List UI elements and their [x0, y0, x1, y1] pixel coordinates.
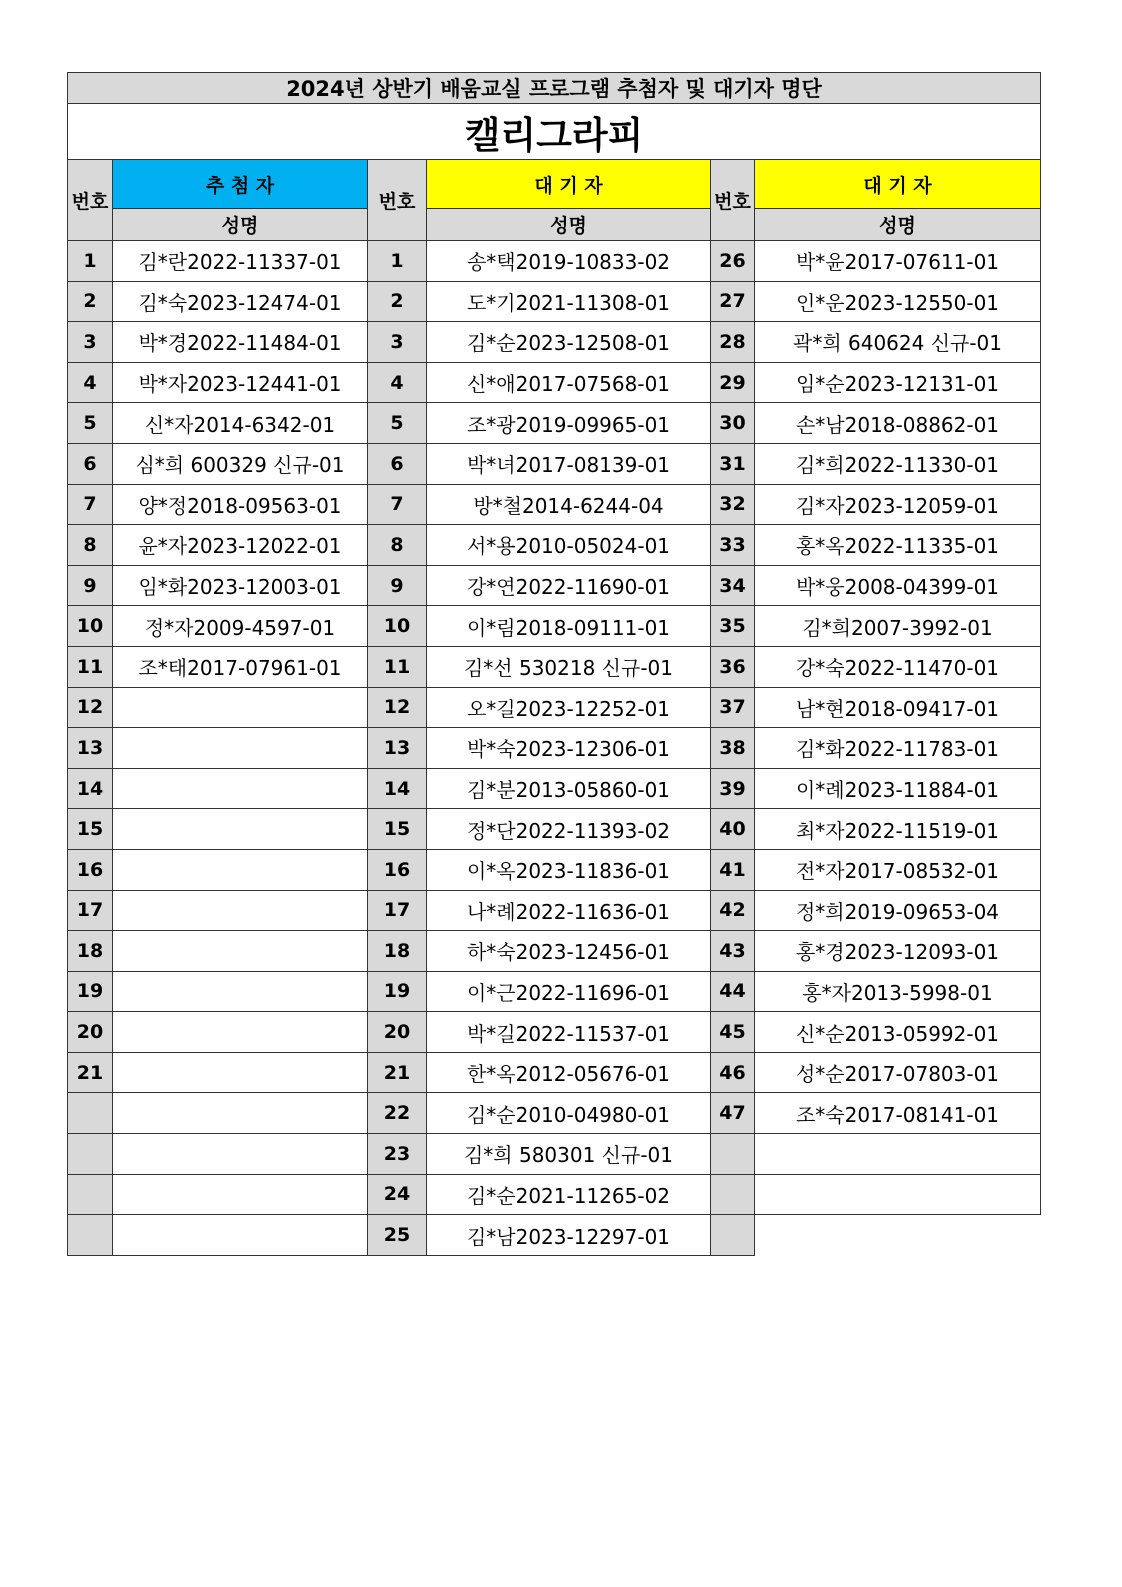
waitlist-b-number-cell	[711, 1215, 755, 1256]
waitlist-b-name-cell: 김*화2022-11783-01	[755, 728, 1041, 769]
waitlist-a-number-cell: 2	[368, 281, 427, 322]
waitlist-b-name-cell: 강*숙2022-11470-01	[755, 646, 1041, 687]
winner-name-cell	[113, 1052, 368, 1093]
waitlist-a-name-cell: 김*희 580301 신규-01	[427, 1134, 711, 1175]
waitlist-b-name-cell: 김*희2007-3992-01	[755, 606, 1041, 647]
winner-number-cell	[68, 1134, 113, 1175]
winner-number-header: 번호	[68, 160, 113, 241]
waitlist-b-number-cell: 30	[711, 403, 755, 444]
waitlist-a-header: 대 기 자	[427, 160, 711, 209]
roster-body	[68, 241, 1041, 1256]
waitlist-a-number-cell: 17	[368, 890, 427, 931]
waitlist-b-number-cell: 41	[711, 849, 755, 890]
winner-number-cell: 11	[68, 646, 113, 687]
table-row	[68, 931, 1041, 972]
program-row	[68, 104, 1041, 160]
table-row	[68, 241, 1041, 282]
table-row	[68, 809, 1041, 850]
waitlist-a-number-cell: 23	[368, 1134, 427, 1175]
waitlist-a-name-cell: 정*단2022-11393-02	[427, 809, 711, 850]
table-row	[68, 646, 1041, 687]
winner-number-cell: 13	[68, 728, 113, 769]
waitlist-b-number-cell: 39	[711, 768, 755, 809]
waitlist-b-number-cell	[711, 1134, 755, 1175]
title-row	[68, 73, 1041, 104]
waitlist-a-name-cell: 신*애2017-07568-01	[427, 362, 711, 403]
waitlist-a-name-cell: 나*례2022-11636-01	[427, 890, 711, 931]
winner-number-cell: 3	[68, 322, 113, 363]
winner-name-cell	[113, 809, 368, 850]
table-row	[68, 403, 1041, 444]
table-row	[68, 971, 1041, 1012]
winner-number-cell: 9	[68, 565, 113, 606]
waitlist-b-number-cell: 26	[711, 241, 755, 282]
waitlist-b-number-cell: 34	[711, 565, 755, 606]
waitlist-a-name-cell: 강*연2022-11690-01	[427, 565, 711, 606]
table-row	[68, 322, 1041, 363]
waitlist-b-name-cell: 전*자2017-08532-01	[755, 849, 1041, 890]
waitlist-b-number-cell: 37	[711, 687, 755, 728]
winner-name-cell	[113, 1093, 368, 1134]
winner-name-cell: 윤*자2023-12022-01	[113, 525, 368, 566]
waitlist-a-number-cell: 9	[368, 565, 427, 606]
waitlist-b-name-cell: 손*남2018-08862-01	[755, 403, 1041, 444]
table-row	[68, 1052, 1041, 1093]
waitlist-a-name-cell: 박*녀2017-08139-01	[427, 443, 711, 484]
waitlist-a-name-cell: 김*순2023-12508-01	[427, 322, 711, 363]
waitlist-b-name-cell: 박*웅2008-04399-01	[755, 565, 1041, 606]
winner-name-cell	[113, 1215, 368, 1256]
table-row	[68, 728, 1041, 769]
waitlist-a-name-cell: 하*숙2023-12456-01	[427, 931, 711, 972]
winner-number-cell	[68, 1093, 113, 1134]
winner-number-cell: 19	[68, 971, 113, 1012]
waitlist-b-number-cell: 45	[711, 1012, 755, 1053]
table-row	[68, 1134, 1041, 1175]
winner-number-cell: 1	[68, 241, 113, 282]
waitlist-a-number-cell: 6	[368, 443, 427, 484]
waitlist-b-name-cell: 성*순2017-07803-01	[755, 1052, 1041, 1093]
winner-name-cell: 박*자2023-12441-01	[113, 362, 368, 403]
winner-number-cell: 21	[68, 1052, 113, 1093]
waitlist-a-name-cell: 김*분2013-05860-01	[427, 768, 711, 809]
winner-number-cell: 15	[68, 809, 113, 850]
waitlist-a-number-cell: 5	[368, 403, 427, 444]
waitlist-b-number-cell: 32	[711, 484, 755, 525]
waitlist-b-number-cell: 27	[711, 281, 755, 322]
waitlist-a-name-cell: 조*광2019-09965-01	[427, 403, 711, 444]
table-row	[68, 606, 1041, 647]
waitlist-a-name-cell: 박*숙2023-12306-01	[427, 728, 711, 769]
waitlist-b-name-cell	[755, 1174, 1041, 1215]
waitlist-a-name-cell: 방*철2014-6244-04	[427, 484, 711, 525]
waitlist-a-number-cell: 12	[368, 687, 427, 728]
table-row	[68, 484, 1041, 525]
waitlist-a-number-cell: 25	[368, 1215, 427, 1256]
waitlist-b-name-cell: 곽*희 640624 신규-01	[755, 322, 1041, 363]
waitlist-b-name-cell: 홍*경2023-12093-01	[755, 931, 1041, 972]
waitlist-a-name-cell: 김*순2010-04980-01	[427, 1093, 711, 1134]
winner-name-cell: 임*화2023-12003-01	[113, 565, 368, 606]
roster-table	[67, 72, 1041, 1256]
winner-name-cell: 김*숙2023-12474-01	[113, 281, 368, 322]
winner-name-cell: 박*경2022-11484-01	[113, 322, 368, 363]
waitlist-b-number-cell: 44	[711, 971, 755, 1012]
waitlist-b-name-cell: 홍*자2013-5998-01	[755, 971, 1041, 1012]
table-row	[68, 890, 1041, 931]
waitlist-b-number-cell: 47	[711, 1093, 755, 1134]
document-title: 2024년 상반기 배움교실 프로그램 추첨자 및 대기자 명단	[68, 73, 1041, 104]
waitlist-b-name-cell: 박*윤2017-07611-01	[755, 241, 1041, 282]
winner-name-cell	[113, 768, 368, 809]
winner-number-cell: 2	[68, 281, 113, 322]
waitlist-b-number-cell: 46	[711, 1052, 755, 1093]
waitlist-b-number-cell: 36	[711, 646, 755, 687]
waitlist-b-name-cell: 홍*옥2022-11335-01	[755, 525, 1041, 566]
waitlist-b-name-header: 성명	[755, 209, 1041, 241]
waitlist-a-name-cell: 김*선 530218 신규-01	[427, 646, 711, 687]
waitlist-b-name-cell: 최*자2022-11519-01	[755, 809, 1041, 850]
table-row	[68, 1012, 1041, 1053]
waitlist-b-name-cell: 김*자2023-12059-01	[755, 484, 1041, 525]
winner-name-cell	[113, 849, 368, 890]
waitlist-a-name-cell: 김*남2023-12297-01	[427, 1215, 711, 1256]
winner-number-cell: 14	[68, 768, 113, 809]
waitlist-b-header: 대 기 자	[755, 160, 1041, 209]
winner-name-cell	[113, 931, 368, 972]
table-row	[68, 849, 1041, 890]
winner-number-cell: 16	[68, 849, 113, 890]
name-header-row	[68, 209, 1041, 241]
waitlist-a-number-cell: 16	[368, 849, 427, 890]
waitlist-a-number-cell: 3	[368, 322, 427, 363]
waitlist-a-number-cell: 8	[368, 525, 427, 566]
waitlist-b-name-cell	[755, 1134, 1041, 1175]
waitlist-a-name-cell: 김*순2021-11265-02	[427, 1174, 711, 1215]
winner-name-cell: 양*정2018-09563-01	[113, 484, 368, 525]
waitlist-b-name-cell: 이*례2023-11884-01	[755, 768, 1041, 809]
waitlist-a-number-cell: 1	[368, 241, 427, 282]
waitlist-a-name-cell: 오*길2023-12252-01	[427, 687, 711, 728]
waitlist-b-number-header: 번호	[711, 160, 755, 241]
table-row	[68, 1215, 1041, 1256]
winner-name-cell	[113, 728, 368, 769]
waitlist-a-name-cell: 한*옥2012-05676-01	[427, 1052, 711, 1093]
winner-name-cell: 김*란2022-11337-01	[113, 241, 368, 282]
winner-number-cell: 7	[68, 484, 113, 525]
winner-name-cell	[113, 1012, 368, 1053]
waitlist-a-name-cell: 송*택2019-10833-02	[427, 241, 711, 282]
waitlist-a-number-cell: 24	[368, 1174, 427, 1215]
waitlist-b-name-cell: 남*현2018-09417-01	[755, 687, 1041, 728]
table-row	[68, 443, 1041, 484]
winner-name-cell	[113, 687, 368, 728]
waitlist-b-name-cell: 인*운2023-12550-01	[755, 281, 1041, 322]
table-row	[68, 362, 1041, 403]
waitlist-b-number-cell: 35	[711, 606, 755, 647]
winner-name-cell	[113, 1174, 368, 1215]
winner-number-cell: 12	[68, 687, 113, 728]
waitlist-a-number-cell: 11	[368, 646, 427, 687]
winner-number-cell: 5	[68, 403, 113, 444]
waitlist-a-number-cell: 14	[368, 768, 427, 809]
waitlist-a-number-cell: 20	[368, 1012, 427, 1053]
waitlist-a-name-cell: 이*근2022-11696-01	[427, 971, 711, 1012]
waitlist-b-number-cell: 38	[711, 728, 755, 769]
winners-header: 추 첨 자	[113, 160, 368, 209]
winner-number-cell	[68, 1215, 113, 1256]
winner-number-cell: 8	[68, 525, 113, 566]
waitlist-a-number-header: 번호	[368, 160, 427, 241]
waitlist-b-number-cell: 28	[711, 322, 755, 363]
waitlist-b-number-cell: 43	[711, 931, 755, 972]
waitlist-a-number-cell: 15	[368, 809, 427, 850]
waitlist-a-name-cell: 도*기2021-11308-01	[427, 281, 711, 322]
waitlist-b-name-cell: 신*순2013-05992-01	[755, 1012, 1041, 1053]
waitlist-a-name-header: 성명	[427, 209, 711, 241]
waitlist-b-name-cell: 정*희2019-09653-04	[755, 890, 1041, 931]
winner-number-cell: 6	[68, 443, 113, 484]
winner-number-cell: 17	[68, 890, 113, 931]
table-row	[68, 281, 1041, 322]
table-row	[68, 1174, 1041, 1215]
waitlist-a-number-cell: 18	[368, 931, 427, 972]
group-header-row	[68, 160, 1041, 209]
winner-number-cell: 18	[68, 931, 113, 972]
waitlist-a-number-cell: 21	[368, 1052, 427, 1093]
waitlist-a-number-cell: 13	[368, 728, 427, 769]
waitlist-a-name-cell: 이*옥2023-11836-01	[427, 849, 711, 890]
waitlist-b-number-cell: 40	[711, 809, 755, 850]
waitlist-a-name-cell: 이*림2018-09111-01	[427, 606, 711, 647]
winner-number-cell: 10	[68, 606, 113, 647]
table-row	[68, 1093, 1041, 1134]
table-row	[68, 525, 1041, 566]
waitlist-b-number-cell: 29	[711, 362, 755, 403]
waitlist-b-name-cell: 조*숙2017-08141-01	[755, 1093, 1041, 1134]
winner-name-cell: 신*자2014-6342-01	[113, 403, 368, 444]
waitlist-b-number-cell: 33	[711, 525, 755, 566]
winner-name-cell	[113, 1134, 368, 1175]
winner-name-cell	[113, 971, 368, 1012]
table-row	[68, 768, 1041, 809]
winner-name-cell: 조*태2017-07961-01	[113, 646, 368, 687]
waitlist-b-number-cell	[711, 1174, 755, 1215]
waitlist-b-name-cell: 김*희2022-11330-01	[755, 443, 1041, 484]
roster-header	[68, 73, 1041, 241]
waitlist-b-number-cell: 42	[711, 890, 755, 931]
winner-number-cell: 20	[68, 1012, 113, 1053]
waitlist-a-name-cell: 서*용2010-05024-01	[427, 525, 711, 566]
winner-number-cell	[68, 1174, 113, 1215]
waitlist-b-name-cell: 임*순2023-12131-01	[755, 362, 1041, 403]
waitlist-a-number-cell: 19	[368, 971, 427, 1012]
winner-name-cell	[113, 890, 368, 931]
table-row	[68, 565, 1041, 606]
waitlist-b-blank-space	[755, 1215, 1041, 1256]
waitlist-a-number-cell: 22	[368, 1093, 427, 1134]
winner-name-cell: 정*자2009-4597-01	[113, 606, 368, 647]
waitlist-b-number-cell: 31	[711, 443, 755, 484]
waitlist-a-number-cell: 7	[368, 484, 427, 525]
winner-number-cell: 4	[68, 362, 113, 403]
program-name: 캘리그라피	[68, 104, 1041, 160]
waitlist-a-number-cell: 4	[368, 362, 427, 403]
table-row	[68, 687, 1041, 728]
waitlist-a-name-cell: 박*길2022-11537-01	[427, 1012, 711, 1053]
winner-name-cell: 심*희 600329 신규-01	[113, 443, 368, 484]
winner-name-header: 성명	[113, 209, 368, 241]
waitlist-a-number-cell: 10	[368, 606, 427, 647]
